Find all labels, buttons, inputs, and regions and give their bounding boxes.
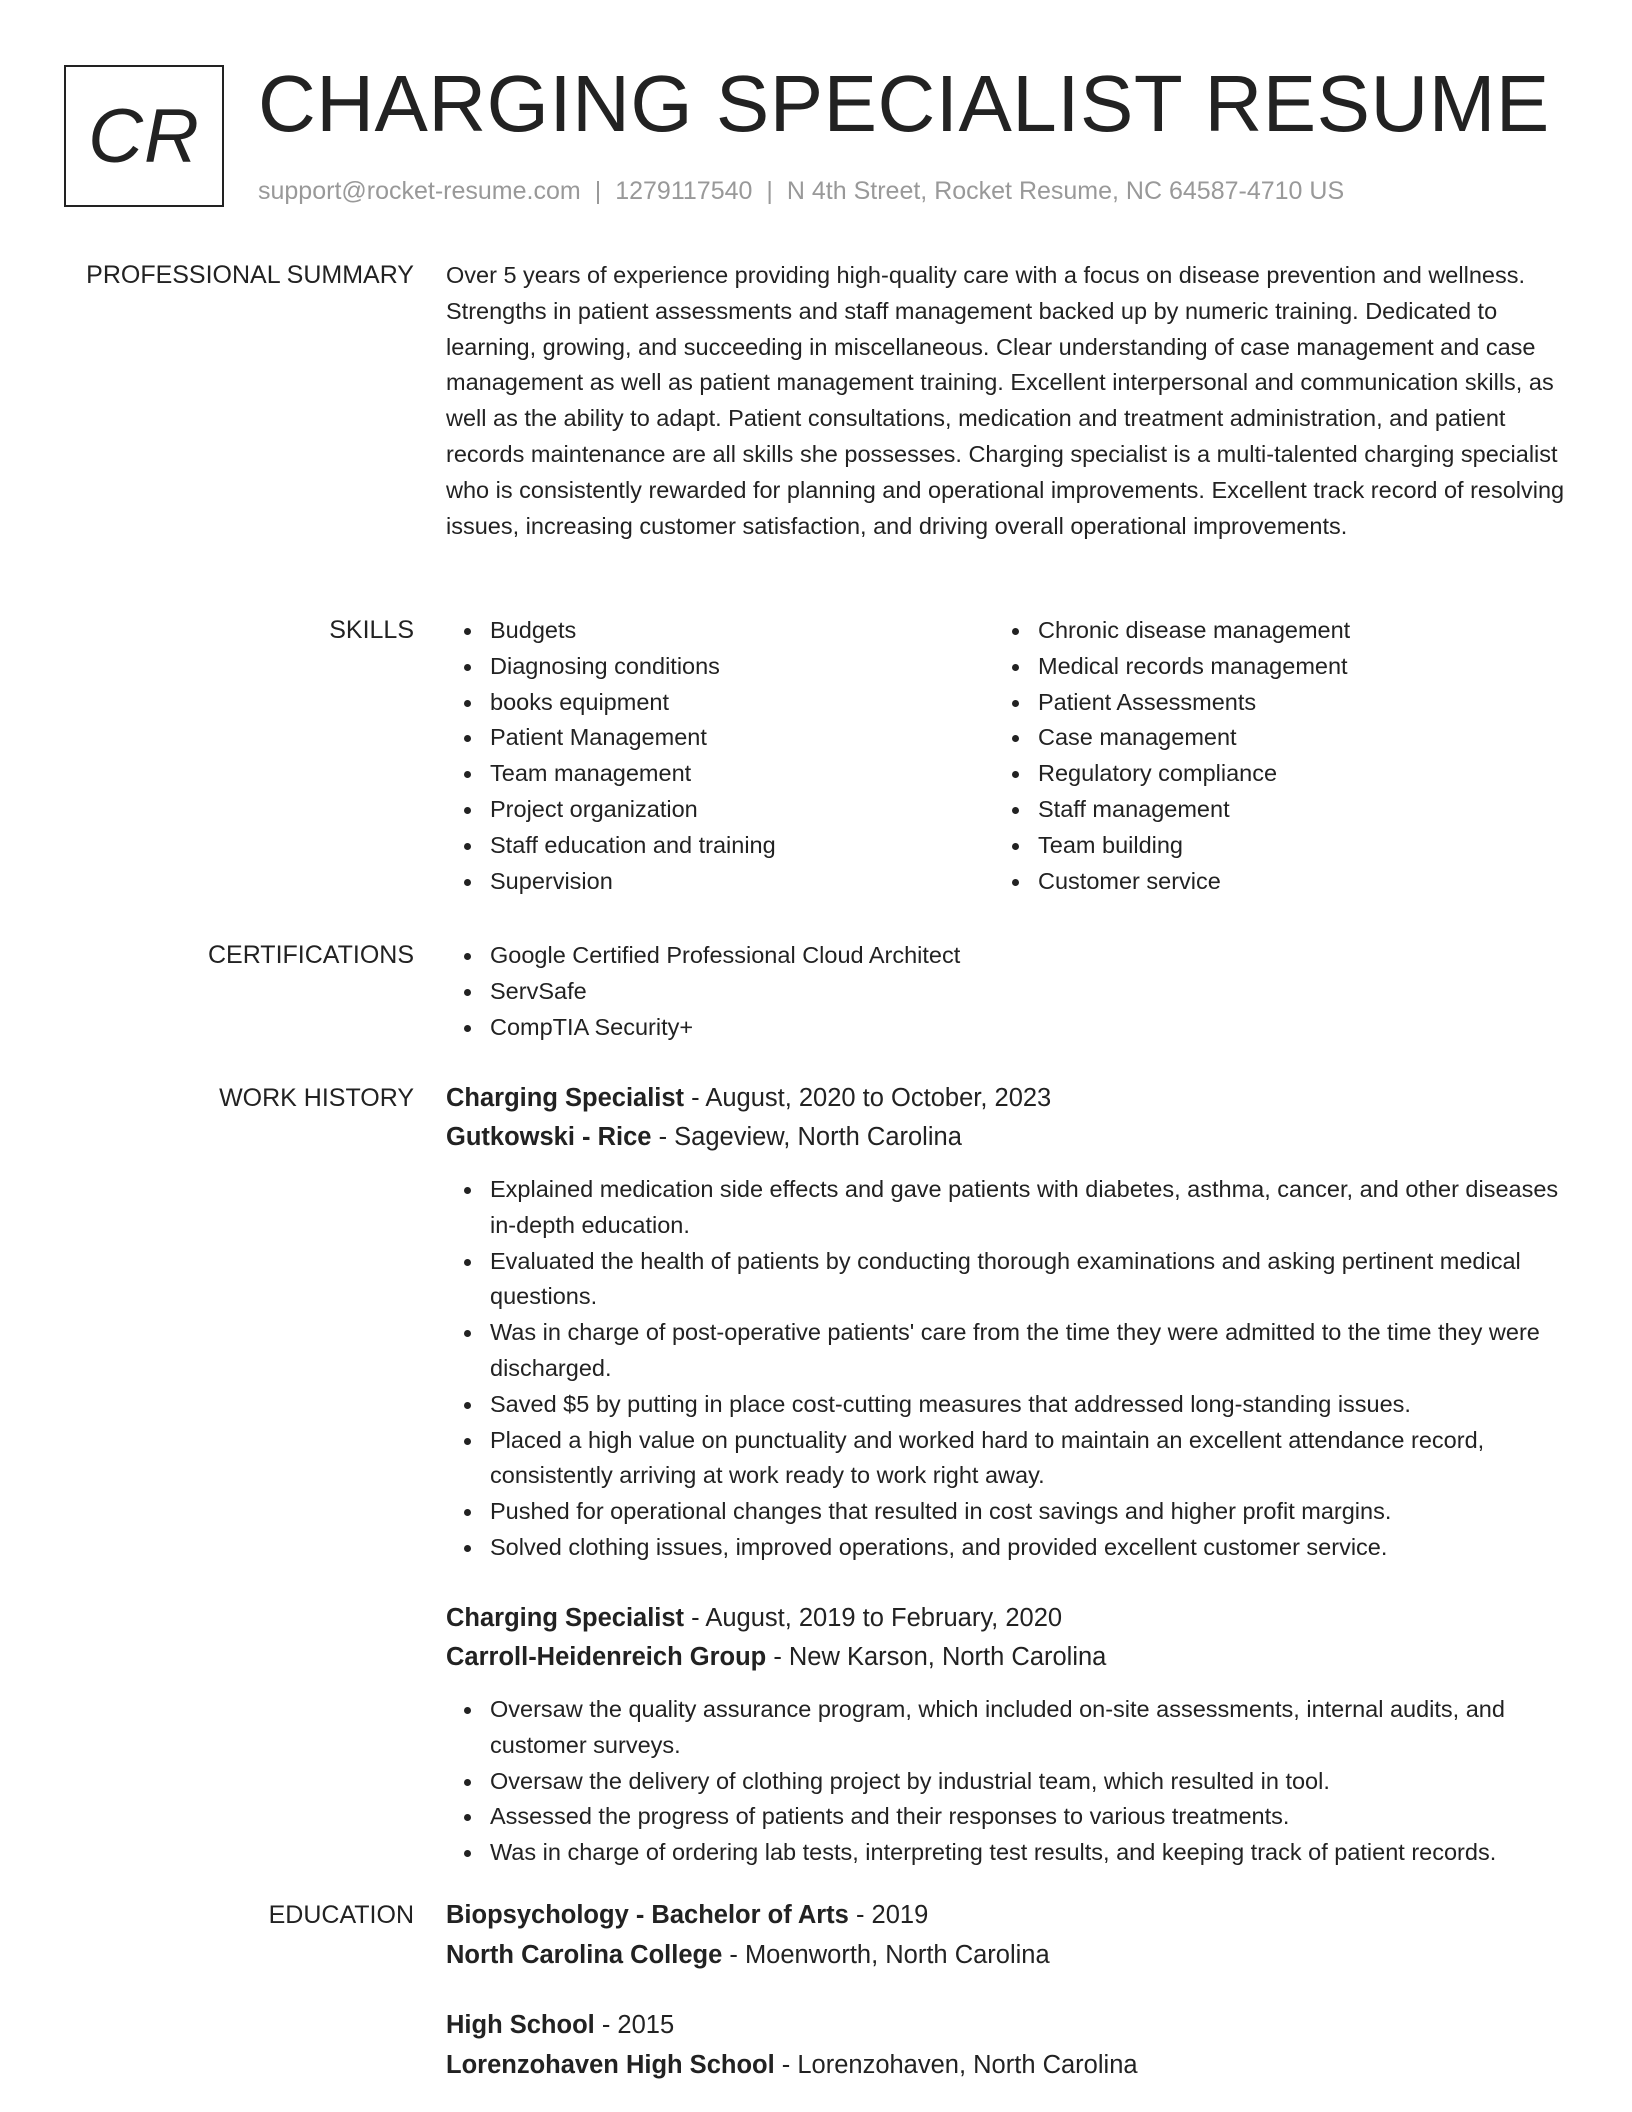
- job-title: Charging Specialist: [446, 1604, 685, 1632]
- job-title: Charging Specialist: [446, 1084, 685, 1112]
- certification-item: CompTIA Security+: [446, 1010, 1566, 1046]
- skill-item: Team building: [994, 828, 1542, 864]
- job-bullet: Oversaw the delivery of clothing project by industrial team, which resulted in tool.: [446, 1764, 1566, 1800]
- job-bullet: Saved $5 by putting in place cost-cutting measures that addressed long-standing issues.: [446, 1387, 1566, 1423]
- skill-item: Project organization: [446, 792, 994, 828]
- certification-item: ServSafe: [446, 974, 1566, 1010]
- skill-item: Supervision: [446, 864, 994, 900]
- certifications-body: [446, 938, 1566, 1045]
- job-dates: - August, 2019 to February, 2020: [684, 1604, 1063, 1632]
- contact-separator: |: [594, 177, 602, 205]
- skills-body: [446, 613, 1566, 899]
- resume-title: CHARGING SPECIALIST RESUME: [258, 59, 1550, 148]
- section-label-work-history: WORK HISTORY: [219, 1084, 414, 1112]
- job-company: Carroll-Heidenreich Group: [446, 1643, 767, 1671]
- certification-item: Google Certified Professional Cloud Architect: [446, 938, 1566, 974]
- skill-item: books equipment: [446, 685, 994, 721]
- work-history-body: [446, 1079, 1566, 1566]
- job-company: Gutkowski - Rice: [446, 1123, 652, 1151]
- job-location: - New Karson, North Carolina: [766, 1643, 1107, 1671]
- section-label-skills: SKILLS: [329, 616, 414, 644]
- section-label-summary: PROFESSIONAL SUMMARY: [86, 261, 414, 289]
- job-bullet: Was in charge of ordering lab tests, interpreting test results, and keeping track of patient records.: [446, 1835, 1566, 1871]
- education-degree-line: [446, 2005, 1566, 2045]
- job-entry: [446, 1599, 1566, 1871]
- job-bullets: [446, 1692, 1566, 1871]
- job-title-line: [446, 1079, 1566, 1118]
- skill-item: Staff education and training: [446, 828, 994, 864]
- education-school-line: [446, 1935, 1566, 1975]
- skill-item: Team management: [446, 756, 994, 792]
- education-school-line: [446, 2045, 1566, 2085]
- job-bullet: Explained medication side effects and gave patients with diabetes, asthma, cancer, and other diseases in-depth education.: [446, 1172, 1566, 1244]
- contact-separator: |: [766, 177, 773, 205]
- job-company-line: [446, 1638, 1566, 1677]
- certifications-list: [446, 938, 1566, 1045]
- job-bullet: Pushed for operational changes that resulted in cost savings and higher profit margins.: [446, 1494, 1566, 1530]
- job-entry: [446, 1079, 1566, 1566]
- skill-item: Case management: [994, 720, 1542, 756]
- skills-list-right: [994, 613, 1542, 899]
- skill-item: Patient Assessments: [994, 685, 1542, 721]
- monogram-logo: CR: [64, 65, 224, 207]
- job-bullets: [446, 1172, 1566, 1566]
- section-label-education: EDUCATION: [268, 1901, 414, 1929]
- skills-list-left: [446, 613, 994, 899]
- education-location: - Lorenzohaven, North Carolina: [774, 2051, 1138, 2079]
- contact-line: [258, 173, 1344, 209]
- job-bullet: Solved clothing issues, improved operations, and provided excellent customer service.: [446, 1530, 1566, 1566]
- education-school: North Carolina College: [446, 1941, 723, 1969]
- education-body: [446, 1895, 1566, 2085]
- skill-item: Medical records management: [994, 649, 1542, 685]
- skill-item: Staff management: [994, 792, 1542, 828]
- skill-item: Customer service: [994, 864, 1542, 900]
- skill-item: Diagnosing conditions: [446, 649, 994, 685]
- job-bullet: Placed a high value on punctuality and worked hard to maintain an excellent attendance record, consistently arriving at work ready to work right away.: [446, 1423, 1566, 1495]
- skill-item: Regulatory compliance: [994, 756, 1542, 792]
- education-location: - Moenworth, North Carolina: [722, 1941, 1050, 1969]
- skill-item: Chronic disease management: [994, 613, 1542, 649]
- job-bullet: Evaluated the health of patients by conducting thorough examinations and asking pertinent medical questions.: [446, 1244, 1566, 1316]
- job-dates: - August, 2020 to October, 2023: [684, 1084, 1052, 1112]
- contact-email[interactable]: support@rocket-resume.com: [258, 177, 581, 205]
- job-company-line: [446, 1118, 1566, 1157]
- summary-body: [446, 258, 1566, 544]
- education-entry: [446, 2005, 1566, 2085]
- job-bullet: Oversaw the quality assurance program, which included on-site assessments, internal audits, and customer surveys.: [446, 1692, 1566, 1764]
- contact-phone[interactable]: 1279117540: [615, 177, 753, 205]
- education-degree: High School: [446, 2011, 595, 2039]
- education-entry: [446, 1895, 1566, 1975]
- job-bullet: Assessed the progress of patients and their responses to various treatments.: [446, 1799, 1566, 1835]
- skill-item: Budgets: [446, 613, 994, 649]
- education-year: - 2015: [594, 2011, 675, 2039]
- education-degree: Biopsychology - Bachelor of Arts: [446, 1901, 849, 1929]
- summary-text: Over 5 years of experience providing high-quality care with a focus on disease prevention and wellness. Strengths in patient assessments and staff management backed up by numeric training. Dedicated to learning, growing, and succeeding in miscellaneous. Clear understanding of case management and case management as well as patient management training. Excellent interpersonal and communication skills, as well as the ability to adapt. Patient consultations, medication and treatment administration, and patient records maintenance are all skills she possesses. Charging specialist is a multi-talented charging specialist who is consistently rewarded for planning and operational improvements. Excellent track record of resolving issues, increasing customer satisfaction, and driving overall operational improvements.: [446, 262, 1565, 539]
- education-school: Lorenzohaven High School: [446, 2051, 775, 2079]
- section-label-certifications: CERTIFICATIONS: [207, 941, 414, 969]
- job-bullet: Was in charge of post-operative patients' care from the time they were admitted to the time they were discharged.: [446, 1315, 1566, 1387]
- job-title-line: [446, 1599, 1566, 1638]
- contact-address: N 4th Street, Rocket Resume, NC 64587-4710 US: [786, 177, 1345, 205]
- education-degree-line: [446, 1895, 1566, 1935]
- job-location: - Sageview, North Carolina: [651, 1123, 962, 1151]
- education-year: - 2019: [848, 1901, 929, 1929]
- skill-item: Patient Management: [446, 720, 994, 756]
- work-history-body-2: [446, 1599, 1566, 1871]
